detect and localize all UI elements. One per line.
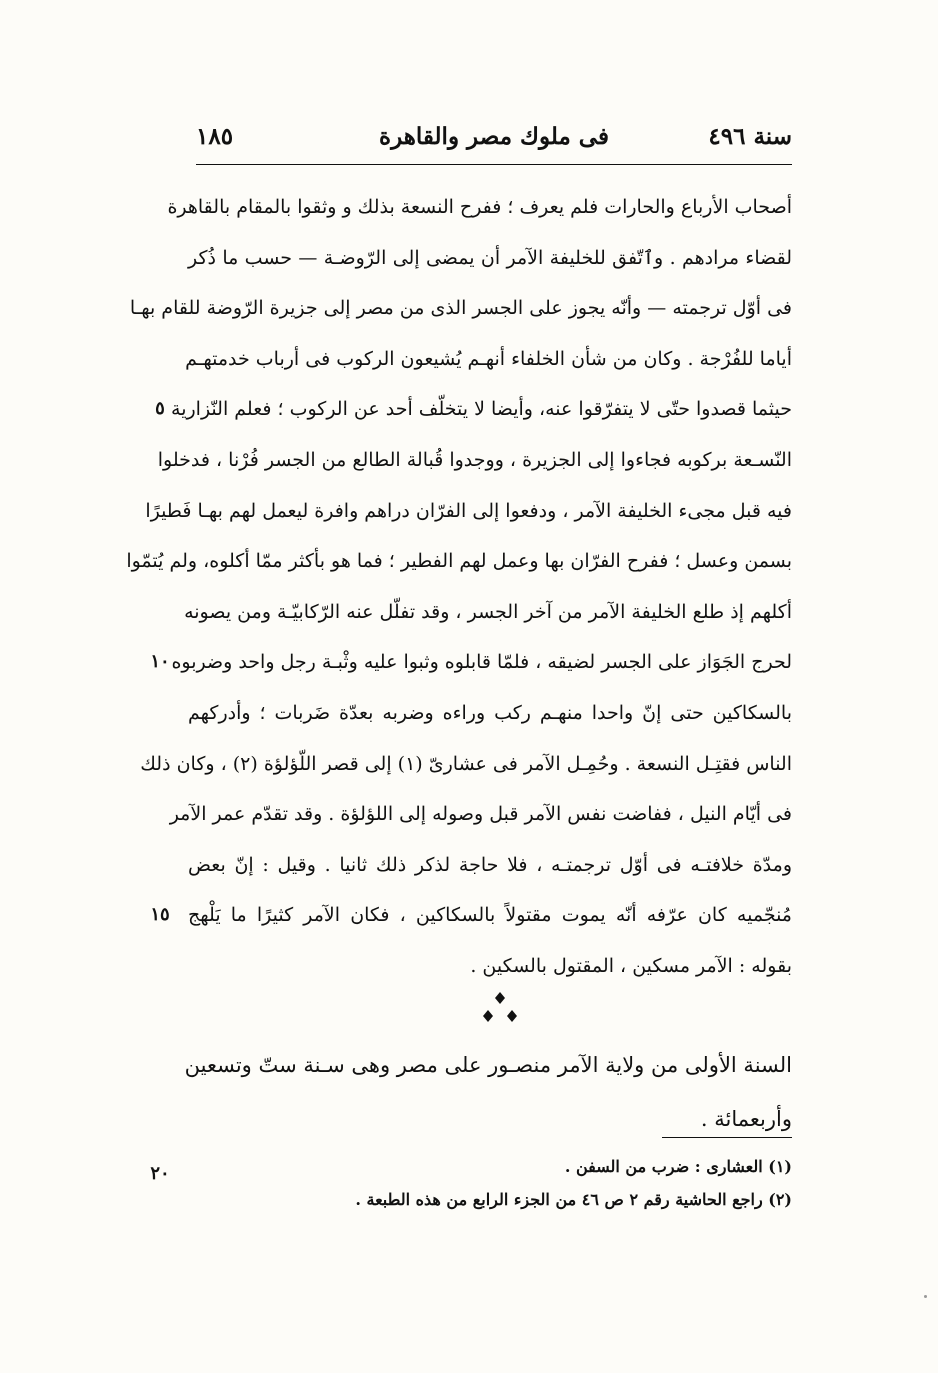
line-number-marker: ٥ <box>155 398 165 420</box>
body-line: ومدّة خلافتـه فى أوّل ترجمتـه ، فلا حاجة لذكر ذلك ثانيا . وقيل : إنّ بعض <box>188 853 792 876</box>
body-line: بسمن وعسل ؛ ففرح الفرّان بها وعمل لهم الفطير ؛ فما هو بأكثر ممّا أكلوه، ولم يُتمّوا <box>126 550 792 573</box>
body-line: الناس فقتِـل النسعة . وحُمِـل الآمر فى عشارىّ (١) إلى قصر اللّؤلؤة (٢) ، وكان ذلك <box>140 752 792 775</box>
line-number-marker: ١٠ <box>150 651 170 673</box>
footnote-line-marker: ٢٠ <box>150 1163 170 1184</box>
header-rule <box>196 164 792 165</box>
body-line: أياما للفُرْجة . وكان من شأن الخلفاء أنهـم يُشيعون الركوب فى أرباب خدمتهـم <box>185 347 792 370</box>
header-title: فى ملوك مصر والقاهرة <box>379 123 609 150</box>
body-line: أصحاب الأرباع والحارات فلم يعرف ؛ ففرح النسعة بذلك و وثقوا بالمقام بالقاهرة <box>167 196 792 218</box>
body-line: بالسكاكين حتى إنّ واحدا منهـم ركب وراءه وضربه بعدّة ضَربات ؛ وأدركهم <box>188 701 792 724</box>
header-year: سنة ٤٩٦ <box>708 123 792 150</box>
section-ornament-icon <box>470 990 530 1030</box>
running-header <box>196 115 792 159</box>
section-line: وأربعمائة . <box>700 1107 792 1131</box>
body-line: لحرج الجَوَاز على الجسر لضيقه ، فلمّا قابلوه وثبوا عليه وثْبـة رجل واحد وضربوه <box>171 651 792 674</box>
footnote-rule <box>662 1137 792 1138</box>
footnote: (٢) راجع الحاشية رقم ٢ ص ٤٦ من الجزء الرابع من هذه الطبعة . <box>355 1190 792 1209</box>
line-number-marker: ١٥ <box>150 904 170 926</box>
body-line: فى أيّام النيل ، ففاضت نفس الآمر قبل وصوله إلى اللؤلؤة . وقد تقدّم عمر الآمر <box>169 803 792 826</box>
footnote: (١) العشارى : ضرب من السفن . <box>564 1157 792 1176</box>
section-heading <box>184 1038 792 1146</box>
body-line: حيثما قصدوا حتّى لا يتفرّقوا عنه، وأيضا لا يتخلّف أحد عن الركوب ؛ فعلم النّزارية <box>171 398 792 421</box>
body-line: فى أوّل ترجمته — وأنّه يجوز على الجسر الذى من مصر إلى جزيرة الرّوضة للقام بهـا <box>129 297 792 320</box>
margin-speck <box>924 1295 927 1298</box>
section-line: السنة الأولى من ولاية الآمر منصـور على مصر وهى سـنة ستّ وتسعين <box>184 1053 792 1077</box>
body-line: مُنجّميه كان عرّفه أنّه يموت مقتولاً بالسكاكين ، فكان الآمر كثيرًا ما يَلْهج <box>188 904 792 927</box>
body-line: بقوله : الآمر مسكين ، المقتول بالسكين . <box>470 954 792 977</box>
footnotes <box>300 1150 792 1216</box>
body-line: لقضاء مرادهم . وٱتّفق للخليفة الآمر أن يمضى إلى الرّوضـة — حسب ما ذُكر <box>188 246 792 269</box>
body-line: أكلهم إذ طلع الخليفة الآمر من آخر الجسر ، وقد تفلّل عنه الرّكابيّـة ومن يصونه <box>184 600 792 623</box>
body-line: فيه قبل مجىء الخليفة الآمر ، ودفعوا إلى الفرّان دراهم وافرة ليعمل لهم بهـا فَطيرًا <box>145 499 792 522</box>
page-number: ١٨٥ <box>196 123 234 150</box>
body-line: النّسـعة بركوبه فجاءوا إلى الجزيرة ، ووجدوا قُبالة الطالع من الجسر فُرْنا ، فدخلوا <box>157 448 792 471</box>
